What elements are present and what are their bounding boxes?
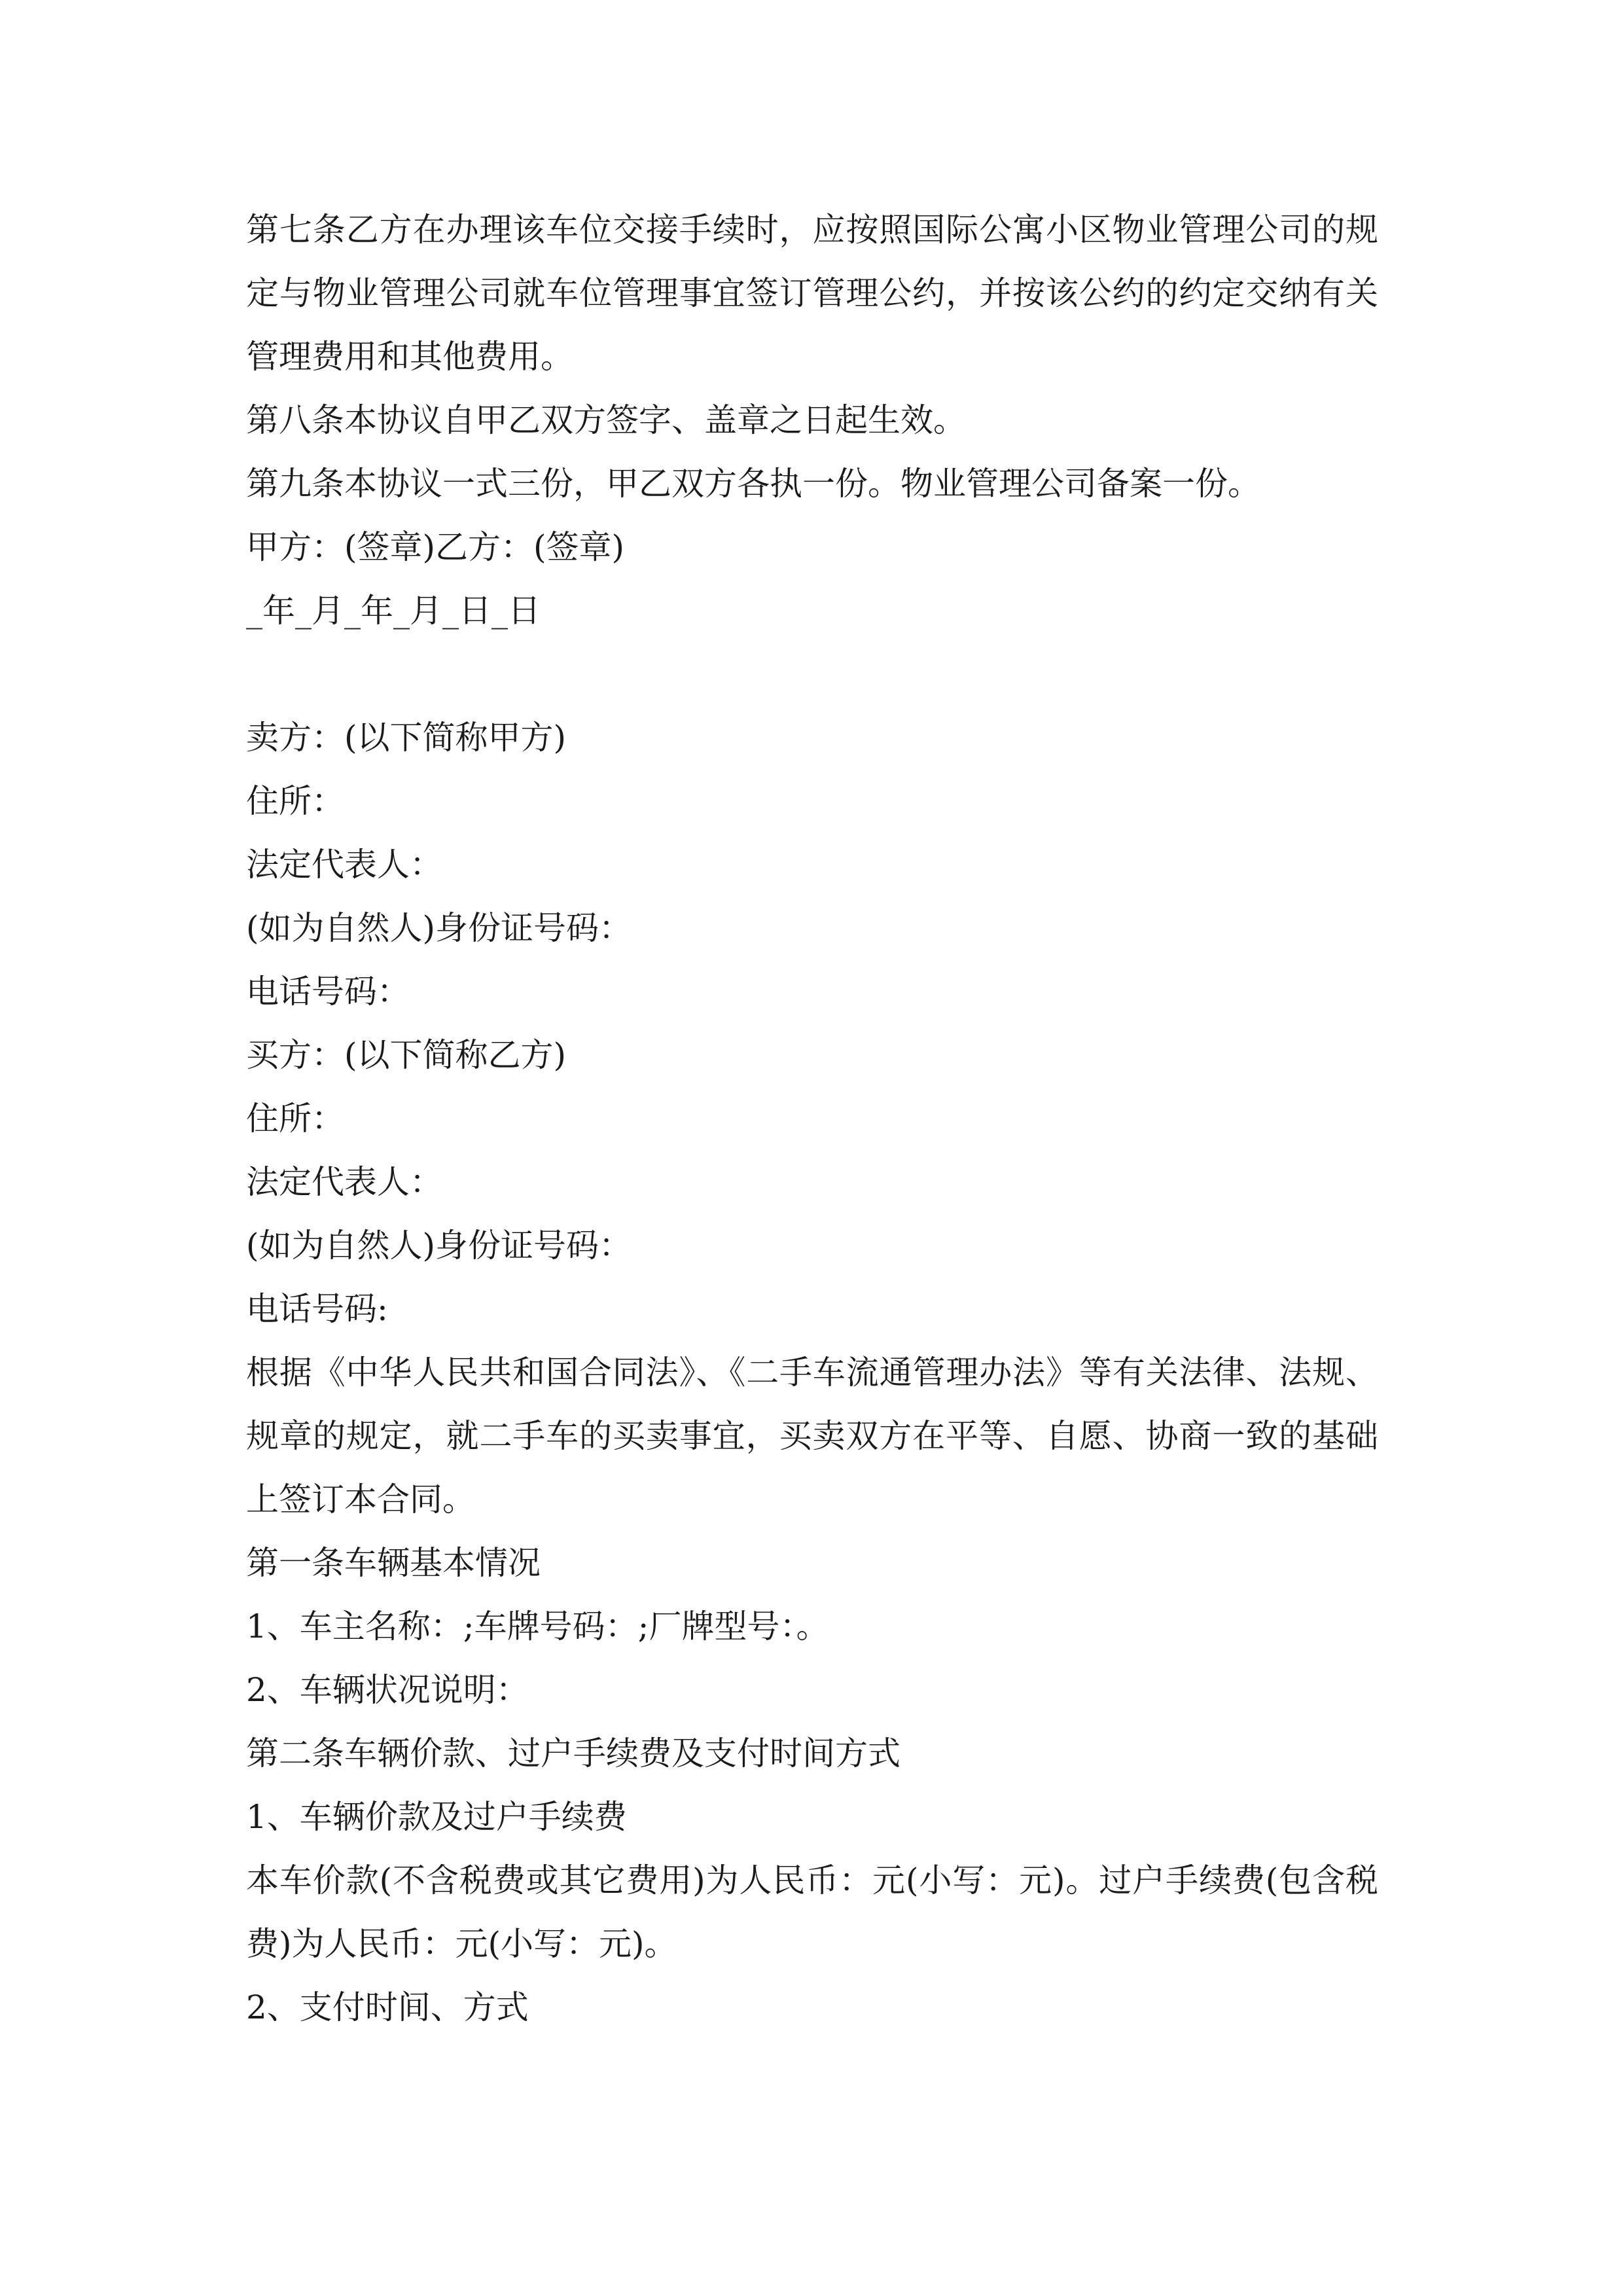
article-1-item-2: 2、车辆状况说明： xyxy=(246,1671,529,1709)
contract-preamble: 根据《中华人民共和国合同法》、《二手车流通管理办法》等有关法律、法规、规章的规定，就二手车的买卖事宜，买卖双方在平等、自愿、协商一致的基础上签订本合同。 xyxy=(246,1354,1378,1518)
article-7-text: 第七条乙方在办理该车位交接手续时，应按照国际公寓小区物业管理公司的规定与物业管理公司就车位管理事宜签订管理公约，并按该公约的约定交纳有关管理费用和其他费用。 xyxy=(246,211,1378,376)
buyer-legal-rep-label: 法定代表人： xyxy=(246,1163,442,1201)
article-2-item-1: 1、车辆价款及过户手续费 xyxy=(246,1798,627,1836)
seller-id-label: (如为自然人)身份证号码： xyxy=(246,909,632,947)
seller-legal-rep-label: 法定代表人： xyxy=(246,846,442,884)
article-1-item-1: 1、车主名称：;车牌号码：;厂牌型号：。 xyxy=(246,1607,829,1645)
date-line: _年_月_年_月_日_日 xyxy=(246,592,541,630)
article-1-heading: 第一条车辆基本情况 xyxy=(246,1544,541,1582)
article-9-text: 第九条本协议一式三份，甲乙双方各执一份。物业管理公司备案一份。 xyxy=(246,465,1260,503)
signature-line: 甲方：(签章)乙方：(签章) xyxy=(246,528,625,566)
buyer-address-label: 住所： xyxy=(246,1100,344,1138)
seller-title: 卖方：(以下简称甲方) xyxy=(246,719,567,757)
section-spacer xyxy=(246,643,1378,706)
buyer-phone-label: 电话号码: xyxy=(246,1290,388,1328)
seller-phone-label: 电话号码： xyxy=(246,973,410,1011)
article-2-price-text: 本车价款(不含税费或其它费用)为人民币：元(小写：元)。过户手续费(包含税费)为人民币：元(小写：元)。 xyxy=(246,1861,1378,1963)
article-8-text: 第八条本协议自甲乙双方签字、盖章之日起生效。 xyxy=(246,401,966,439)
buyer-id-label: (如为自然人)身份证号码： xyxy=(246,1227,632,1265)
article-2-item-2: 2、支付时间、方式 xyxy=(246,1988,529,2026)
article-2-heading: 第二条车辆价款、过户手续费及支付时间方式 xyxy=(246,1734,901,1772)
seller-address-label: 住所： xyxy=(246,782,344,820)
document-body xyxy=(246,198,1378,2039)
buyer-title: 买方：(以下简称乙方) xyxy=(246,1036,567,1074)
